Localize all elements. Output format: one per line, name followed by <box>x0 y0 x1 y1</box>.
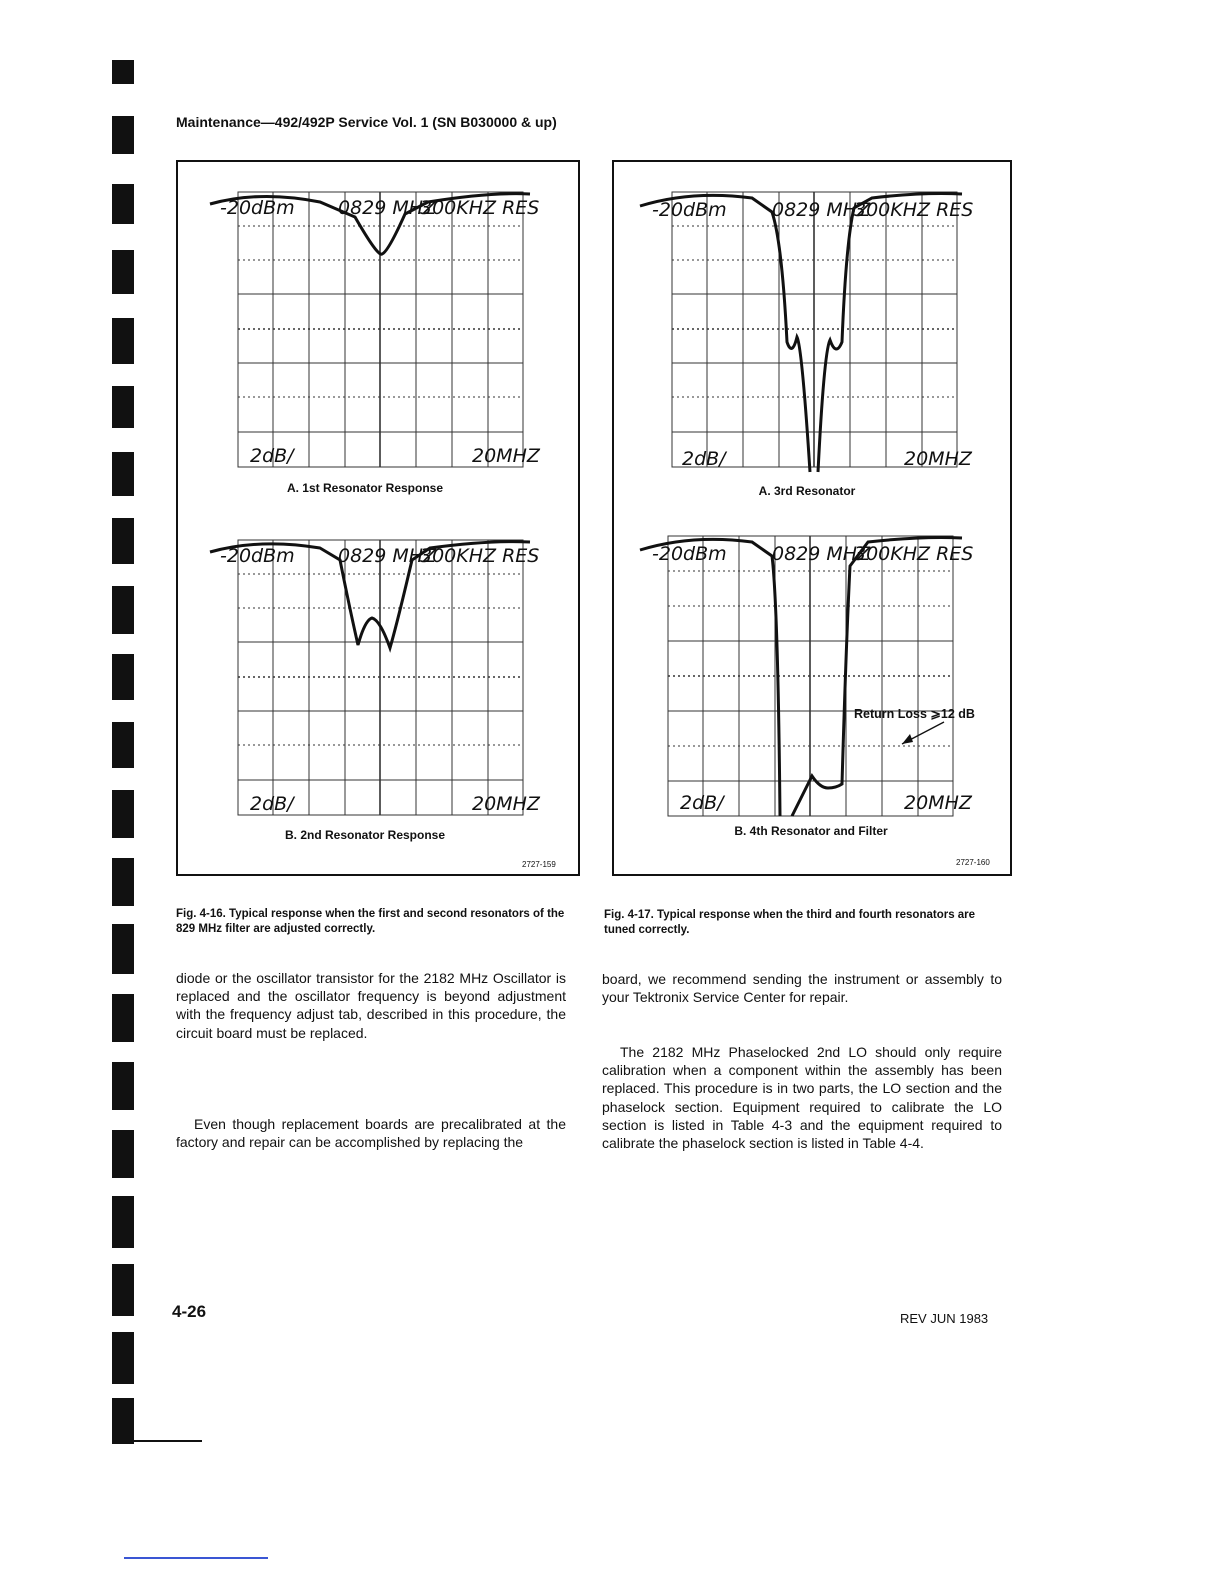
panel-caption: A. 1st Resonator Response <box>286 481 444 495</box>
scale-label: 2dB/ <box>250 445 294 467</box>
figure-number: 2727-159 <box>522 860 556 869</box>
figure-number: 2727-160 <box>956 858 990 867</box>
scale-label: 2dB/ <box>680 792 724 814</box>
res-label: 300KHZ RES <box>420 545 540 567</box>
revision-date: REV JUN 1983 <box>900 1311 989 1326</box>
figure-4-17-caption: Fig. 4-17. Typical response when the third and fourth resonators are tuned correctly. <box>604 909 976 936</box>
scale-label: 2dB/ <box>682 448 726 470</box>
span-label: 20MHZ <box>904 448 972 470</box>
bottom-rule <box>124 1557 268 1559</box>
res-label: 300KHZ RES <box>854 543 974 565</box>
panel-caption: B. 4th Resonator and Filter <box>734 824 888 838</box>
res-label: 300KHZ RES <box>420 197 540 219</box>
span-label: 20MHZ <box>904 792 972 814</box>
freq-label: 0829 MHZ <box>338 197 437 219</box>
right-column-text-2 <box>602 1043 1002 1152</box>
left-column-text-1 <box>176 969 566 1042</box>
res-label: 300KHZ RES <box>854 199 974 221</box>
paragraph: The 2182 MHz Phaselocked 2nd LO should only require calibration when a component within the assembly has been replaced. This procedure is in two parts, the LO section and the phaselock section. Equipment required to calibrate the LO section is listed in Table 4-3 and the equipment required to calibrate the phaselock section is listed in Table 4-4. <box>602 1044 1002 1152</box>
scope-right-a <box>632 182 992 482</box>
level-label: -20dBm <box>652 543 727 565</box>
level-label: -20dBm <box>220 545 295 567</box>
right-column-text-1 <box>602 970 1002 1006</box>
scope-left-b <box>200 530 560 830</box>
span-label: 20MHZ <box>472 445 540 467</box>
left-column-text-2 <box>176 1115 566 1151</box>
return-loss-annotation: Return Loss ⩾12 dB <box>854 707 975 721</box>
freq-label: 0829 MHZ <box>338 545 437 567</box>
level-label: -20dBm <box>220 197 295 219</box>
paragraph: Even though replacement boards are precalibrated at the factory and repair can be accomplished by replacing the <box>176 1116 566 1151</box>
panel-caption: A. 3rd Resonator <box>758 484 856 498</box>
scope-right-b <box>632 526 1002 826</box>
page-header: Maintenance—492/492P Service Vol. 1 (SN B030000 & up) <box>176 114 557 130</box>
freq-label: 0829 MHZ <box>772 199 871 221</box>
paragraph: board, we recommend sending the instrument or assembly to your Tektronix Service Center for repair. <box>602 971 1002 1006</box>
paragraph: diode or the oscillator transistor for the 2182 MHz Oscillator is replaced and the oscillator frequency is beyond adjustment with the frequency adjust tab, described in this procedure, the circuit board must be replaced. <box>176 970 566 1041</box>
panel-caption: B. 2nd Resonator Response <box>284 828 446 842</box>
span-label: 20MHZ <box>472 793 540 815</box>
scale-label: 2dB/ <box>250 793 294 815</box>
figure-4-16-caption: Fig. 4-16. Typical response when the first and second resonators of the 829 MHz filter are adjusted correctly. <box>176 908 565 935</box>
level-label: -20dBm <box>652 199 727 221</box>
scope-left-a <box>200 182 560 482</box>
freq-label: 0829 MHZ <box>772 543 871 565</box>
graticule <box>238 192 523 467</box>
page-number: 4-26 <box>172 1302 207 1321</box>
